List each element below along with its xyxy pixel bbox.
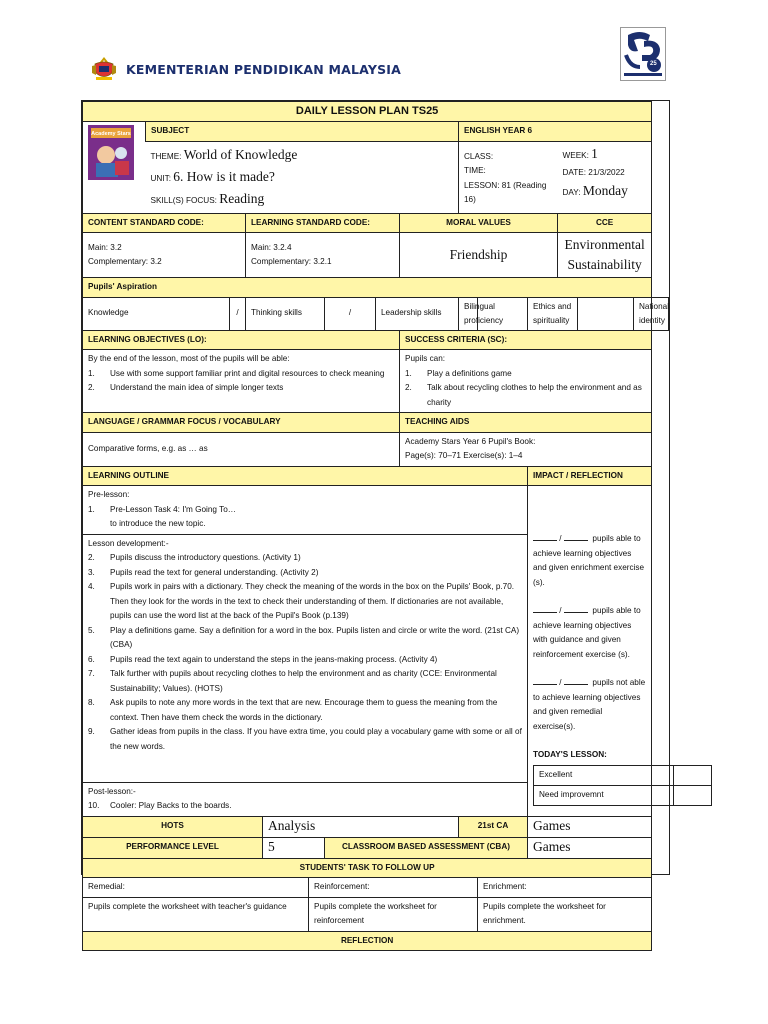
need-improvement-label: Need improvemnt: [534, 785, 674, 805]
learning-standard-main: Main: 3.2.4: [251, 242, 292, 252]
dev-item: 8. Ask pupils to note any more words in the text that are new. Encourage them to guess the meaning from the context. Then have them check the words in the dictionary.: [88, 698, 498, 722]
cba-label: CLASSROOM BASED ASSESSMENT (CBA): [325, 837, 528, 858]
language-focus-label: LANGUAGE / GRAMMAR FOCUS / VOCABULARY: [83, 413, 400, 433]
enrichment-label: Enrichment:: [478, 878, 652, 898]
ts25-logo: [620, 27, 666, 81]
time-label: TIME:: [464, 166, 486, 175]
lesson-label: LESSON:: [464, 180, 500, 190]
coat-of-arms-icon: [90, 56, 118, 82]
lo-item: 1. Use with some support familiar print and digital resources to check meaning: [88, 368, 385, 378]
aspiration-knowledge-mark: /: [230, 297, 246, 330]
post-lesson-label: Post-lesson:-: [88, 786, 136, 796]
todays-lesson-label: TODAY'S LESSON:: [533, 750, 607, 759]
learning-objectives-label: LEARNING OBJECTIVES (LO):: [83, 330, 400, 350]
theme-label: THEME:: [150, 151, 182, 161]
need-improvement-checkbox[interactable]: [674, 785, 712, 805]
lo-item: 2. Understand the main idea of simple longer texts: [88, 383, 284, 392]
followup-label: STUDENTS' TASK TO FOLLOW UP: [83, 858, 652, 878]
aspiration-thinking: Thinking skills: [246, 297, 325, 330]
impact-enrichment: / pupils able to achieve learning objectives and given enrichment exercise (s).: [533, 534, 645, 587]
dev-item: 9. Gather ideas from pupils in the class. If you have extra time, you could play a vocabulary game with some or all of the new words.: [88, 727, 522, 751]
learning-outline-label: LEARNING OUTLINE: [83, 466, 528, 486]
lesson-development-cell: [83, 534, 528, 782]
impact-remedial: / pupils not able to achieve learning objectives and given remedial exercise(s).: [533, 678, 646, 731]
sc-item: 1. Play a definitions game: [405, 368, 512, 378]
dev-item: 7. Talk further with pupils about recycling clothes to help the environment and as charity (CCE: Environmental Sustainability; Values). (HOTS): [88, 669, 497, 693]
content-standard-cell: [83, 233, 246, 278]
hots-label: HOTS: [83, 816, 263, 837]
book-cover-title: Academy Stars: [91, 131, 131, 137]
ministry-name: KEMENTERIAN PENDIDIKAN MALAYSIA: [126, 62, 402, 77]
aspiration-bilingual: Bilingual proficiency: [459, 297, 478, 330]
dev-item: 3. Pupils read the text for general understanding. (Activity 2): [88, 567, 319, 577]
excellent-checkbox[interactable]: [674, 765, 712, 785]
success-criteria-label: SUCCESS CRITERIA (SC):: [400, 330, 652, 350]
cce-value: Environmental Sustainability: [558, 233, 652, 278]
language-focus-value: Comparative forms, e.g. as … as: [83, 432, 400, 466]
ministry-logo: [90, 56, 118, 82]
reinforcement-label: Reinforcement:: [309, 878, 478, 898]
teaching-aids-line2: Page(s): 70–71 Exercise(s): 1–4: [405, 451, 523, 460]
content-standard-label: CONTENT STANDARD CODE:: [83, 213, 246, 233]
performance-level-value: 5: [263, 837, 325, 858]
cce-label: CCE: [558, 213, 652, 233]
aspiration-label: Pupils' Aspiration: [83, 278, 652, 298]
pre-lesson-cell: [83, 486, 528, 535]
content-standard-main: Main: 3.2: [88, 242, 122, 252]
date-value: 21/3/2022: [588, 167, 625, 177]
dev-item: 6. Pupils read the text again to understand the steps in the jeans-making process. (Activity 4): [88, 654, 438, 664]
pre-lesson-item: 1. Pre-Lesson Task 4: I'm Going To… to introduce the new topic.: [88, 504, 236, 528]
book-cover-image: [88, 125, 134, 180]
post-lesson-cell: [83, 782, 528, 816]
theme-value: World of Knowledge: [183, 146, 298, 162]
lesson-plan-sheet: [81, 100, 670, 945]
lesson-plan-table: [82, 101, 669, 951]
dev-item: 4. Pupils work in pairs with a dictionary. They check the meaning of the words in the box on the Pupils' Book, p.70. Then they look for the words in the text to check their understanding of them. If dictionaries are not available, pupils can use the word list at the back of the Pupil's Book (p.139): [88, 582, 515, 620]
teaching-aids-label: TEACHING AIDS: [400, 413, 652, 433]
dev-item: 5. Play a definitions game. Say a definition for a word in the box. Pupils listen and circle or write the word. (21st CA) (CBA): [88, 625, 520, 649]
aspiration-ethics-mark: [578, 297, 634, 330]
day-value: Monday: [582, 182, 628, 198]
ts25-logo-number: 25: [650, 61, 657, 67]
day-label: DAY:: [562, 187, 581, 197]
ts25-logo-icon: [620, 27, 666, 81]
skill-value: Reading: [219, 190, 265, 206]
learning-standard-cell: [246, 233, 400, 278]
learning-standard-comp: Complementary: 3.2.1: [251, 257, 332, 266]
dev-item: 2. Pupils discuss the introductory questions. (Activity 1): [88, 553, 301, 562]
aspiration-ethics: Ethics and spirituality: [528, 297, 578, 330]
unit-value: 6. How is it made?: [173, 168, 275, 184]
hots-value: Analysis: [263, 816, 459, 837]
class-time-lesson-cell: [459, 141, 558, 213]
content-standard-comp: Complementary: 3.2: [88, 257, 162, 266]
subject-value: ENGLISH YEAR 6: [459, 122, 652, 142]
book-cover-cell: [83, 122, 146, 214]
lesson-value: 81 (Reading 16): [464, 180, 547, 204]
remedial-value: Pupils complete the worksheet with teacher's guidance: [83, 897, 309, 931]
plan-title: DAILY LESSON PLAN TS25: [83, 102, 652, 122]
reflection-label: REFLECTION: [83, 931, 652, 951]
impact-cell: [528, 486, 652, 817]
week-label: WEEK:: [562, 150, 589, 160]
skill-label: SKILL(S) FOCUS:: [150, 195, 217, 205]
moral-value: Friendship: [400, 233, 558, 278]
moral-values-label: MORAL VALUES: [400, 213, 558, 233]
teaching-aids-cell: [400, 432, 652, 466]
sc-intro: Pupils can:: [405, 354, 446, 363]
aspiration-leadership: Leadership skills: [376, 297, 459, 330]
unit-label: UNIT:: [150, 173, 171, 183]
impact-reinforcement: / pupils able to achieve learning objectives with guidance and given reinforcement exercise (s).: [533, 606, 641, 659]
pre-lesson-label: Pre-lesson:: [88, 490, 130, 499]
week-value: 1: [591, 145, 598, 161]
performance-level-label: PERFORMANCE LEVEL: [83, 837, 263, 858]
learning-standard-label: LEARNING STANDARD CODE:: [246, 213, 400, 233]
aspiration-national: National identity: [634, 297, 652, 330]
theme-unit-skill-cell: [146, 141, 459, 213]
post-lesson-item: 10. Cooler: Play Backs to the boards.: [88, 801, 232, 810]
remedial-label: Remedial:: [83, 878, 309, 898]
subject-label: SUBJECT: [146, 122, 459, 142]
impact-reflection-label: IMPACT / REFLECTION: [528, 466, 652, 486]
lesson-development-label: Lesson development:-: [88, 538, 169, 548]
lo-intro: By the end of the lesson, most of the pupils will be able:: [88, 354, 290, 363]
week-date-day-cell: [558, 141, 652, 213]
date-label: DATE:: [562, 167, 587, 177]
sc-item: 2. Talk about recycling clothes to help the environment and as charity: [405, 383, 642, 407]
todays-lesson-table: [533, 765, 712, 806]
cba-value: Games: [528, 837, 652, 858]
aspiration-knowledge: Knowledge: [83, 297, 230, 330]
excellent-label: Excellent: [534, 765, 674, 785]
aspiration-thinking-mark: /: [325, 297, 376, 330]
learning-objectives-cell: [83, 350, 400, 413]
class-label: CLASS:: [464, 151, 494, 161]
ca-label: 21st CA: [459, 816, 528, 837]
ca-value: Games: [528, 816, 652, 837]
success-criteria-cell: [400, 350, 652, 413]
reinforcement-value: Pupils complete the worksheet for reinforcement: [309, 897, 478, 931]
enrichment-value: Pupils complete the worksheet for enrichment.: [478, 897, 652, 931]
teaching-aids-line1: Academy Stars Year 6 Pupil's Book:: [405, 436, 536, 446]
